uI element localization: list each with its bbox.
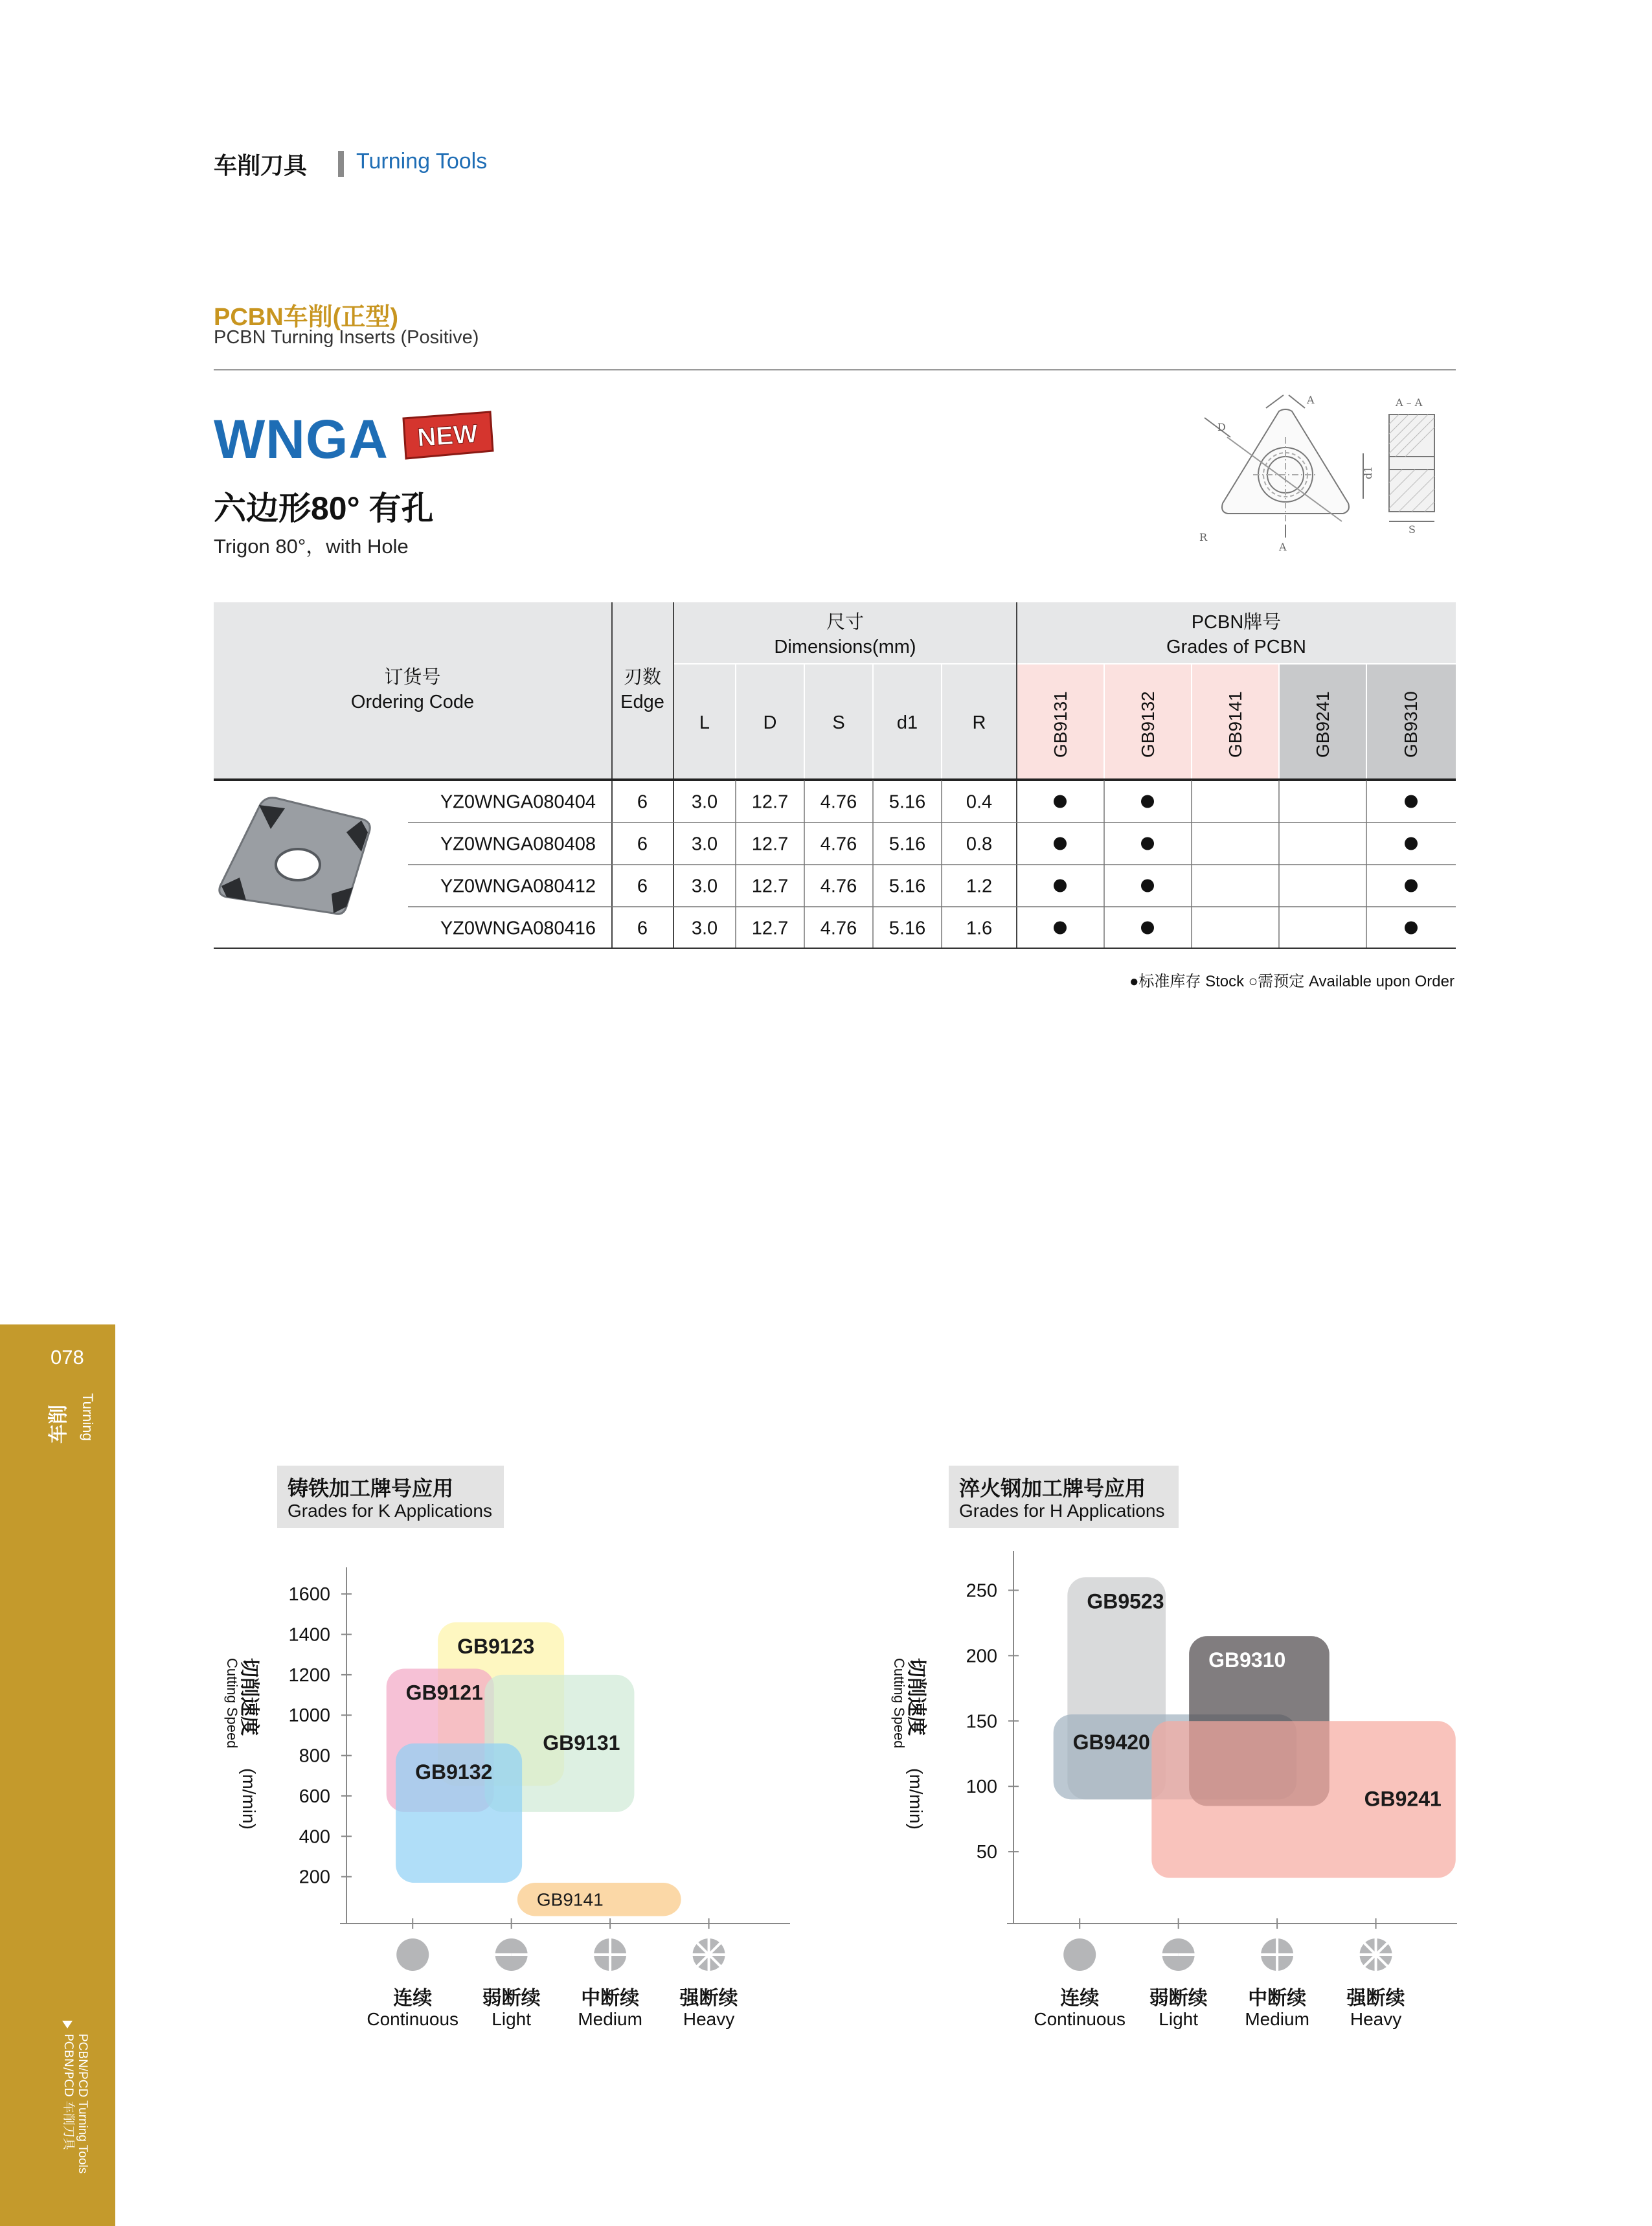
x-category-en: Light	[1159, 2009, 1199, 2029]
y-tick-label: 1200	[288, 1664, 330, 1686]
chart-h-title-box	[949, 1466, 1179, 1528]
table-cell-edge: 6	[637, 791, 648, 813]
stock-legend: ●标准库存 Stock ○需预定 Available upon Order	[1129, 973, 1454, 990]
dimensions-header-en: Dimensions(mm)	[774, 637, 916, 657]
y-tick-label: 1000	[288, 1705, 330, 1727]
edge-header-en: Edge	[620, 692, 664, 712]
stock-dot	[1141, 837, 1154, 850]
stock-dot	[1054, 880, 1067, 892]
stock-dot	[1141, 880, 1154, 892]
ordering-code-header-en: Ordering Code	[350, 692, 475, 712]
edge-header-cn: 刃数	[623, 667, 662, 688]
product-table	[214, 602, 1456, 949]
grade-col-gb9310: GB9310	[1401, 691, 1421, 758]
section-divider	[214, 369, 1456, 370]
x-category-icon	[593, 1937, 628, 1972]
table-cell-edge: 6	[637, 834, 648, 855]
table-cell-L: 3.0	[691, 791, 718, 813]
drawing-label-a-bottom: A	[1279, 541, 1287, 553]
category-title-cn: PCBN车削(正型)	[214, 304, 398, 331]
table-cell-D: 12.7	[751, 791, 789, 813]
y-label-unit: (m/min)	[906, 1768, 926, 1830]
dim-col-R: R	[972, 712, 986, 733]
x-category-cn: 中断续	[581, 1987, 640, 2010]
y-label-cn: 切削速度	[238, 1658, 260, 1736]
x-category-icon	[1063, 1938, 1096, 1971]
page-number: 078	[51, 1346, 84, 1369]
y-tick-label: 200	[299, 1867, 330, 1888]
drawing-label-a-top: A	[1307, 394, 1315, 406]
y-label-en: Cutting Speed	[891, 1658, 907, 1749]
drawing-label-section: A – A	[1396, 396, 1423, 409]
grade-col-gb9141: GB9141	[1225, 691, 1245, 758]
y-tick-label: 200	[966, 1646, 997, 1667]
y-tick-label: 150	[966, 1711, 997, 1732]
category-title-en: PCBN Turning Inserts (Positive)	[214, 327, 479, 348]
model-title: WNGA	[214, 409, 389, 470]
table-cell-L: 3.0	[691, 918, 718, 939]
table-cell-d1: 5.16	[888, 834, 926, 855]
y-tick-label: 1600	[288, 1584, 330, 1606]
ordering-code-cell: YZ0WNGA080408	[440, 834, 596, 855]
table-cell-d1: 5.16	[888, 918, 926, 939]
stock-dot	[1054, 837, 1067, 850]
side-footer	[53, 2021, 105, 2183]
x-category-icon	[396, 1938, 429, 1971]
dim-col-L: L	[699, 712, 710, 733]
ordering-code-header-cn: 订货号	[384, 667, 441, 688]
x-category-cn: 弱断续	[1149, 1987, 1208, 2010]
chart-k-applications	[194, 1541, 809, 2034]
stock-dot	[1405, 795, 1418, 808]
section-header-en: Turning Tools	[356, 149, 488, 174]
insert-photo	[220, 798, 370, 914]
y-tick-label: 250	[966, 1580, 997, 1602]
x-category-en: Medium	[1245, 2009, 1309, 2029]
header-divider	[338, 151, 344, 177]
stock-dot	[1054, 922, 1067, 935]
x-category-en: Continuous	[367, 2009, 459, 2029]
stock-dot	[1405, 922, 1418, 935]
y-tick-label: 50	[976, 1842, 997, 1863]
table-cell-S: 4.76	[820, 791, 857, 813]
stock-dot	[1405, 880, 1418, 892]
chart-h-applications	[861, 1541, 1477, 2034]
shape-title-en: Trigon 80°，with Hole	[214, 535, 409, 558]
y-axis-label	[224, 1658, 260, 1830]
new-badge	[398, 409, 495, 462]
x-category-icon	[494, 1938, 529, 1971]
table-cell-L: 3.0	[691, 834, 718, 855]
x-category-cn: 连续	[1060, 1987, 1100, 2010]
section-header-cn: 车削刀具	[214, 152, 308, 179]
drawing-label-d1: d1	[1362, 466, 1374, 479]
x-category-en: Heavy	[1350, 2009, 1402, 2029]
grade-label-gb9141: GB9141	[536, 1889, 604, 1910]
y-tick-label: 100	[966, 1777, 997, 1798]
grade-col-gb9131: GB9131	[1050, 691, 1070, 758]
triangle-down-icon	[62, 2021, 73, 2028]
y-axis-label	[891, 1658, 927, 1830]
table-cell-L: 3.0	[691, 876, 718, 897]
technical-drawing	[1192, 392, 1457, 580]
x-category-icon	[1161, 1938, 1196, 1971]
table-cell-R: 1.2	[966, 876, 993, 897]
x-category-icon	[692, 1937, 727, 1972]
ordering-code-cell: YZ0WNGA080412	[440, 876, 596, 897]
table-cell-d1: 5.16	[888, 876, 926, 897]
dim-col-d1: d1	[896, 712, 918, 733]
chart-h-title-cn: 淬火钢加工牌号应用	[959, 1477, 1146, 1500]
side-label-cn: 车削	[47, 1405, 70, 1444]
x-category-cn: 中断续	[1248, 1987, 1307, 2010]
x-category-en: Continuous	[1034, 2009, 1126, 2029]
x-category-en: Medium	[578, 2009, 642, 2029]
grade-label-gb9523: GB9523	[1087, 1589, 1164, 1613]
table-cell-edge: 6	[637, 918, 648, 939]
dimensions-header-cn: 尺寸	[826, 612, 865, 633]
table-cell-edge: 6	[637, 876, 648, 897]
grades-header-en: Grades of PCBN	[1166, 637, 1306, 657]
side-footer-en: PCBN/PCD Turning Tools	[76, 2034, 89, 2174]
side-section-label	[47, 1389, 102, 1448]
dim-col-D: D	[763, 712, 777, 733]
new-badge-text: NEW	[416, 419, 479, 453]
y-label-unit: (m/min)	[239, 1768, 259, 1830]
grade-label-gb9131: GB9131	[543, 1731, 620, 1755]
table-cell-R: 1.6	[966, 918, 993, 939]
x-category-en: Light	[492, 2009, 532, 2029]
grade-label-gb9241: GB9241	[1364, 1787, 1442, 1811]
y-tick-label: 600	[299, 1786, 330, 1807]
x-category-cn: 弱断续	[482, 1987, 541, 2010]
x-category-icon	[1359, 1937, 1394, 1972]
chart-k-title-en: Grades for K Applications	[288, 1501, 492, 1521]
grade-label-gb9121: GB9121	[405, 1681, 483, 1705]
stock-dot	[1141, 795, 1154, 808]
side-label-en: Turning	[80, 1393, 96, 1441]
stock-dot	[1405, 837, 1418, 850]
table-cell-S: 4.76	[820, 834, 857, 855]
table-cell-D: 12.7	[751, 876, 789, 897]
table-cell-S: 4.76	[820, 918, 857, 939]
dim-col-S: S	[832, 712, 845, 733]
x-category-cn: 强断续	[679, 1987, 738, 2010]
drawing-label-d: D	[1217, 421, 1226, 433]
chart-k-title-box	[277, 1466, 504, 1528]
ordering-code-cell: YZ0WNGA080404	[440, 791, 596, 813]
grade-label-gb9123: GB9123	[457, 1634, 535, 1658]
drawing-label-s: S	[1409, 523, 1416, 536]
y-label-cn: 切削速度	[905, 1658, 927, 1736]
chart-k-title-cn: 铸铁加工牌号应用	[288, 1477, 454, 1500]
stock-dot	[1141, 922, 1154, 935]
y-tick-label: 1400	[288, 1624, 330, 1646]
grade-label-gb9420: GB9420	[1072, 1731, 1150, 1755]
grade-col-gb9132: GB9132	[1138, 691, 1158, 758]
ordering-code-cell: YZ0WNGA080416	[440, 918, 596, 939]
grades-header-cn: PCBN牌号	[1191, 612, 1282, 633]
chart-h-title-en: Grades for H Applications	[959, 1501, 1165, 1521]
table-cell-D: 12.7	[751, 834, 789, 855]
side-footer-cn: PCBN/PCD 车削刀具	[62, 2034, 76, 2150]
table-cell-D: 12.7	[751, 918, 789, 939]
grade-col-gb9241: GB9241	[1313, 691, 1333, 758]
stock-dot	[1054, 795, 1067, 808]
table-cell-R: 0.8	[966, 834, 993, 855]
x-category-icon	[1260, 1937, 1295, 1972]
table-cell-d1: 5.16	[888, 791, 926, 813]
drawing-label-r: R	[1199, 531, 1208, 543]
x-category-en: Heavy	[683, 2009, 735, 2029]
grade-label-gb9132: GB9132	[415, 1760, 493, 1784]
table-cell-S: 4.76	[820, 876, 857, 897]
x-category-cn: 连续	[393, 1987, 433, 2010]
shape-title-cn: 六边形80° 有孔	[214, 490, 434, 527]
x-category-cn: 强断续	[1346, 1987, 1405, 2010]
grade-label-gb9310: GB9310	[1208, 1648, 1286, 1672]
table-cell-R: 0.4	[966, 791, 993, 813]
y-label-en: Cutting Speed	[224, 1658, 240, 1749]
y-tick-label: 800	[299, 1745, 330, 1767]
y-tick-label: 400	[299, 1826, 330, 1848]
